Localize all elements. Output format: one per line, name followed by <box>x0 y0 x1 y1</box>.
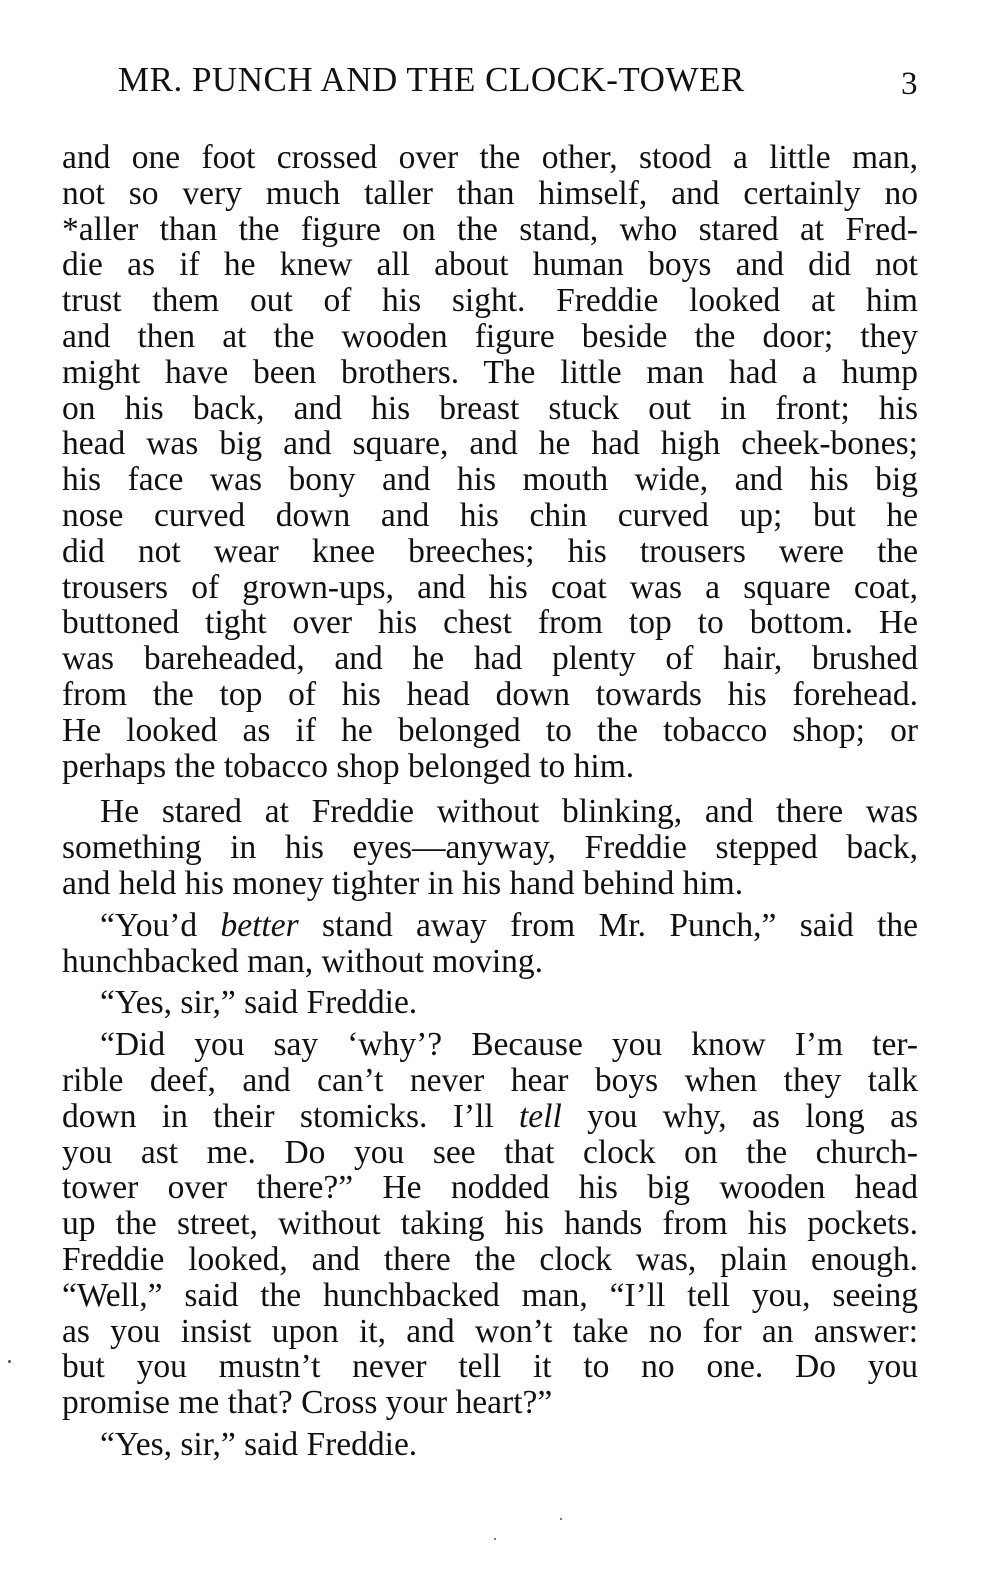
text-line: trousers of grown-ups, and his coat was a square coat, <box>62 568 918 606</box>
text-line: rible deef, and can’t never hear boys when they talk <box>62 1061 918 1099</box>
text-line: his face was bony and his mouth wide, and his big <box>62 461 918 499</box>
text-run: down in their stomicks. I’ll <box>62 1097 519 1135</box>
text-line: die as if he knew all about human boys and did not <box>62 246 918 284</box>
text-line: nose curved down and his chin curved up; but he <box>62 496 918 534</box>
text-line: *aller than the figure on the stand, who stared at Fred- <box>62 210 918 248</box>
text-line: on his back, and his breast stuck out in front; his <box>62 389 918 427</box>
body-text <box>62 140 918 1463</box>
text-line: you ast me. Do you see that clock on the church- <box>62 1133 918 1171</box>
paragraph-5 <box>62 1027 918 1421</box>
text-run: “You’d <box>100 906 221 944</box>
text-line: trust them out of his sight. Freddie looked at him <box>62 282 918 320</box>
text-line: something in his eyes—anyway, Freddie stepped back, <box>62 829 918 867</box>
text-line: promise me that? Cross your heart?” <box>62 1384 553 1422</box>
text-line: did not wear knee breeches; his trousers were the <box>62 532 918 570</box>
text-line: and one foot crossed over the other, stood a little man, <box>62 139 918 176</box>
paragraph-3 <box>62 908 918 980</box>
text-line: from the top of his head down towards his forehead. <box>62 675 918 713</box>
emphasis: better <box>220 906 299 944</box>
text-line: might have been brothers. The little man had a hump <box>62 353 918 391</box>
text-line: not so very much taller than himself, and certainly no <box>62 174 918 212</box>
text-line: as you insist upon it, and won’t take no for an answer: <box>62 1312 918 1350</box>
text-run: stand away from Mr. Punch,” said the <box>298 906 918 944</box>
paragraph-4 <box>62 985 918 1021</box>
running-title: MR. PUNCH AND THE CLOCK-TOWER <box>118 60 745 99</box>
paragraph-1 <box>62 140 918 784</box>
running-head <box>118 58 918 102</box>
scan-speck <box>8 1360 11 1363</box>
scan-speck <box>560 1518 562 1520</box>
text-line: Freddie looked, and there the clock was, plain enough. <box>62 1240 918 1278</box>
text-line: “Yes, sir,” said Freddie. <box>100 1425 418 1463</box>
text-line: and then at the wooden figure beside the door; they <box>62 317 918 355</box>
scan-speck <box>494 1538 496 1540</box>
text-line: “Well,” said the hunchbacked man, “I’ll tell you, seeing <box>62 1276 918 1314</box>
text-line: perhaps the tobacco shop belonged to him. <box>62 747 635 785</box>
text-line: “Yes, sir,” said Freddie. <box>100 984 418 1022</box>
text-line: “Did you say ‘why’? Because you know I’m ter- <box>100 1026 918 1064</box>
text-line: and held his money tighter in his hand behind him. <box>62 864 744 902</box>
paragraph-2 <box>62 794 918 901</box>
text-line: He looked as if he belonged to the tobacco shop; or <box>62 711 918 749</box>
text-line: tower over there?” He nodded his big wooden head <box>62 1169 918 1207</box>
text-line: He stared at Freddie without blinking, and there was <box>100 793 918 831</box>
text-line: up the street, without taking his hands from his pockets. <box>62 1205 918 1243</box>
text-line: buttoned tight over his chest from top to bottom. He <box>62 604 918 642</box>
text-line: but you mustn’t never tell it to no one. Do you <box>62 1348 918 1386</box>
text-line: hunchbacked man, without moving. <box>62 942 544 980</box>
text-line <box>62 1099 918 1135</box>
paragraph-6 <box>62 1427 918 1463</box>
text-line: head was big and square, and he had high cheek-bones; <box>62 425 918 463</box>
emphasis: tell <box>519 1097 562 1135</box>
page-number: 3 <box>901 66 918 102</box>
text-run: you why, as long as <box>561 1097 918 1135</box>
text-line <box>62 908 918 944</box>
text-line: was bareheaded, and he had plenty of hair, brushed <box>62 640 918 678</box>
